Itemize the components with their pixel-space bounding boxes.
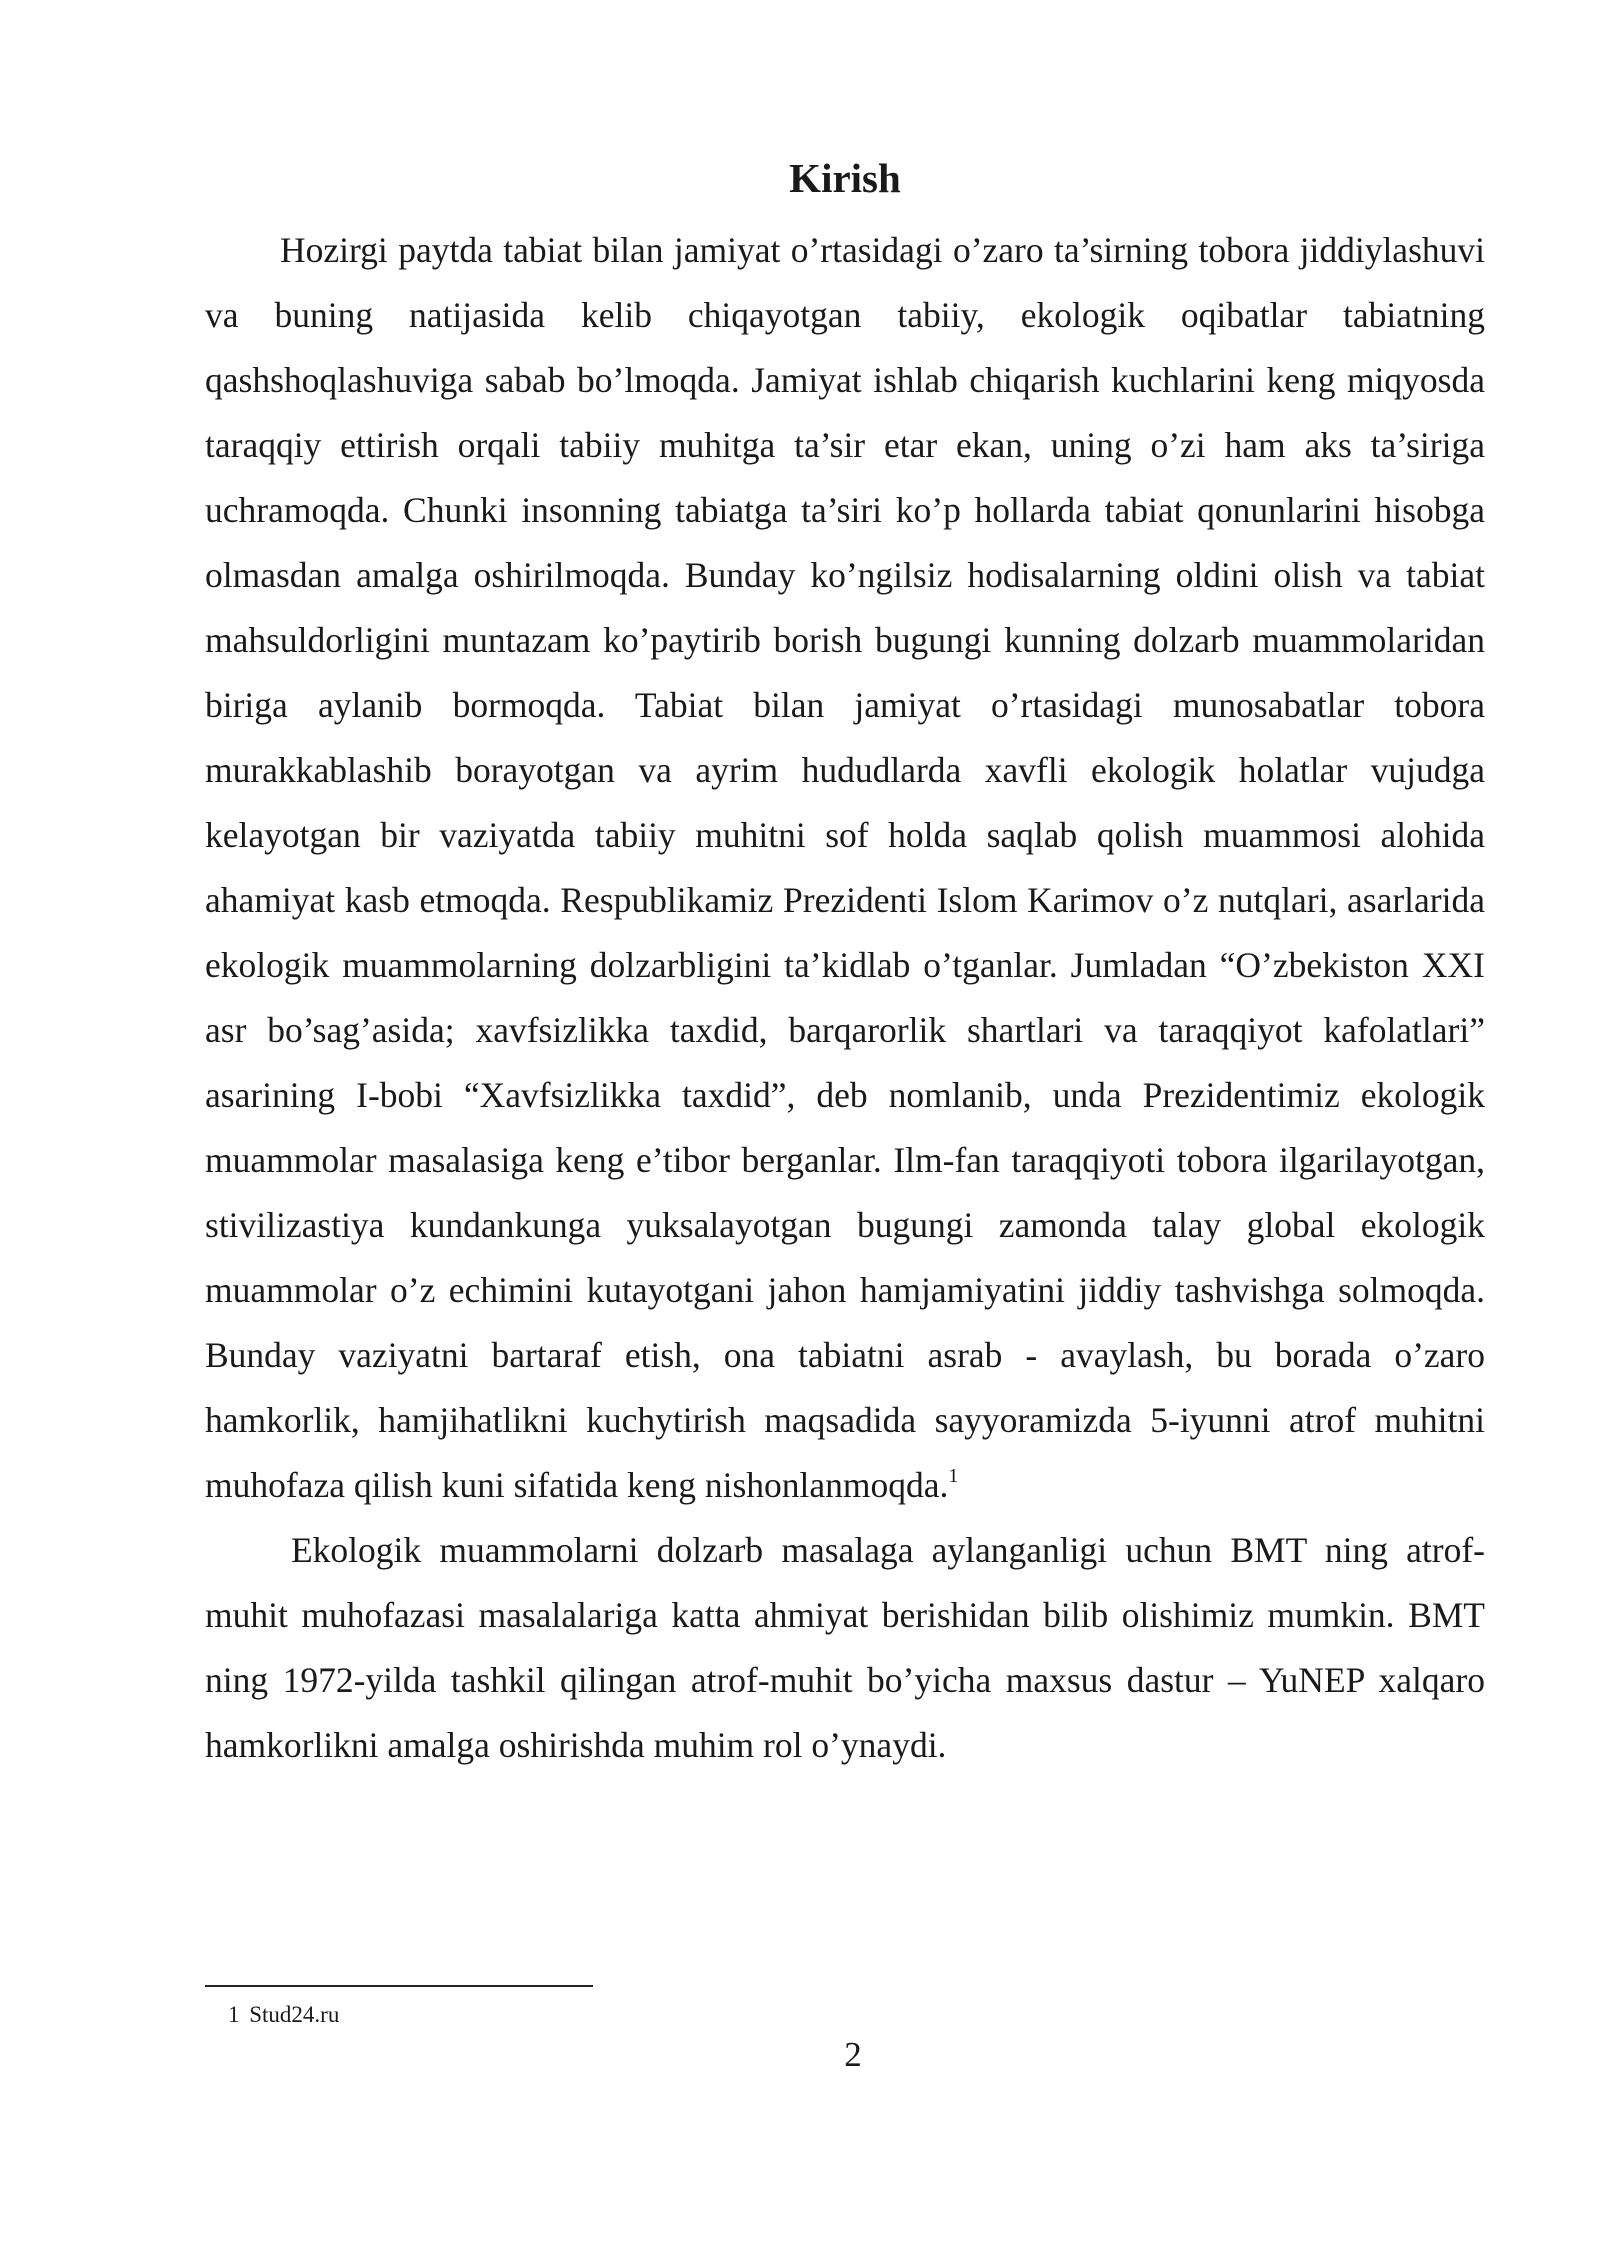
page-number: 2	[844, 2035, 862, 2074]
paragraph-2	[205, 1518, 1485, 1778]
footnote-text: Stud24.ru	[249, 2002, 340, 2027]
paragraph-1-text: Hozirgi paytda tabiat bilan jamiyat o’rtasidagi o’zaro ta’sirning tobora jiddiylashuvi va buning natijasida kelib chiqayotgan tabiiy, ekologik oqibatlar tabiatning qashshoqlashuviga sabab bo’lmoqda. Jamiyat ishlab chiqarish kuchlarini keng miqyosda taraqqiy ettirish orqali tabiiy muhitga ta’sir etar ekan, uning o’zi ham aks ta’siriga uchramoqda. Chunki insonning tabiatga ta’siri ko’p hollarda tabiat qonunlarini hisobga olmasdan amalga oshirilmoqda. Bunday ko’ngilsiz hodisalarning oldini olish va tabiat mahsuldorligini muntazam ko’paytirib borish bugungi kunning dolzarb muammolaridan biriga aylanib bormoqda. Tabiat bilan jamiyat o’rtasidagi munosabatlar tobora murakkablashib borayotgan va ayrim hududlarda xavfli ekologik holatlar vujudga kelayotgan bir vaziyatda tabiiy muhitni sof holda saqlab qolish muammosi alohida ahamiyat kasb etmoqda. Respublikamiz Prezidenti Islom Karimov o’z nutqlari, asarlarida ekologik muammolarning dolzarbligini ta’kidlab o’tganlar. Jumladan “O’zbekiston XXI asr bo’sag’asida; xavfsizlikka taxdid, barqarorlik shartlari va taraqqiyot kafolatlari” asarining I-bobi “Xavfsizlikka taxdid”, deb nomlanib, unda Prezidentimiz ekologik muammolar masalasiga keng e’tibor berganlar. Ilm-fan taraqqiyoti tobora ilgarilayotgan, stivilizastiya kundankunga yuksalayotgan bugungi zamonda talay global ekologik muammolar o’z echimini kutayotgani jahon hamjamiyatini jiddiy tashvishga solmoqda. Bunday vaziyatni bartaraf etish, ona tabiatni asrab - avaylash, bu borada o’zaro hamkorlik, hamjihatlikni kuchytirish maqsadida sayyoramizda 5-iyunni atrof muhitni muhofaza qilish kuni sifatida keng nishonlanmoqda.	[205, 230, 1485, 1505]
paragraph-2-text: Ekologik muammolarni dolzarb masalaga aylanganligi uchun BMT ning atrof-muhit muhofazasi masalalariga katta ahmiyat berishidan bilib olishimiz mumkin. BMT ning 1972-yilda tashkil qilingan atrof-muhit bo’yicha maxsus dastur – YuNEP xalqaro hamkorlikni amalga oshirishda muhim rol o’ynaydi.	[205, 1530, 1485, 1765]
paragraph-1	[205, 218, 1485, 1518]
footnote	[228, 2000, 339, 2030]
footnote-number: 1	[228, 2002, 240, 2027]
body-text	[205, 218, 1485, 1778]
page-title: Kirish	[789, 155, 901, 201]
footnote-reference[interactable]: 1	[948, 1465, 959, 1488]
footnote-separator	[205, 1985, 593, 1987]
